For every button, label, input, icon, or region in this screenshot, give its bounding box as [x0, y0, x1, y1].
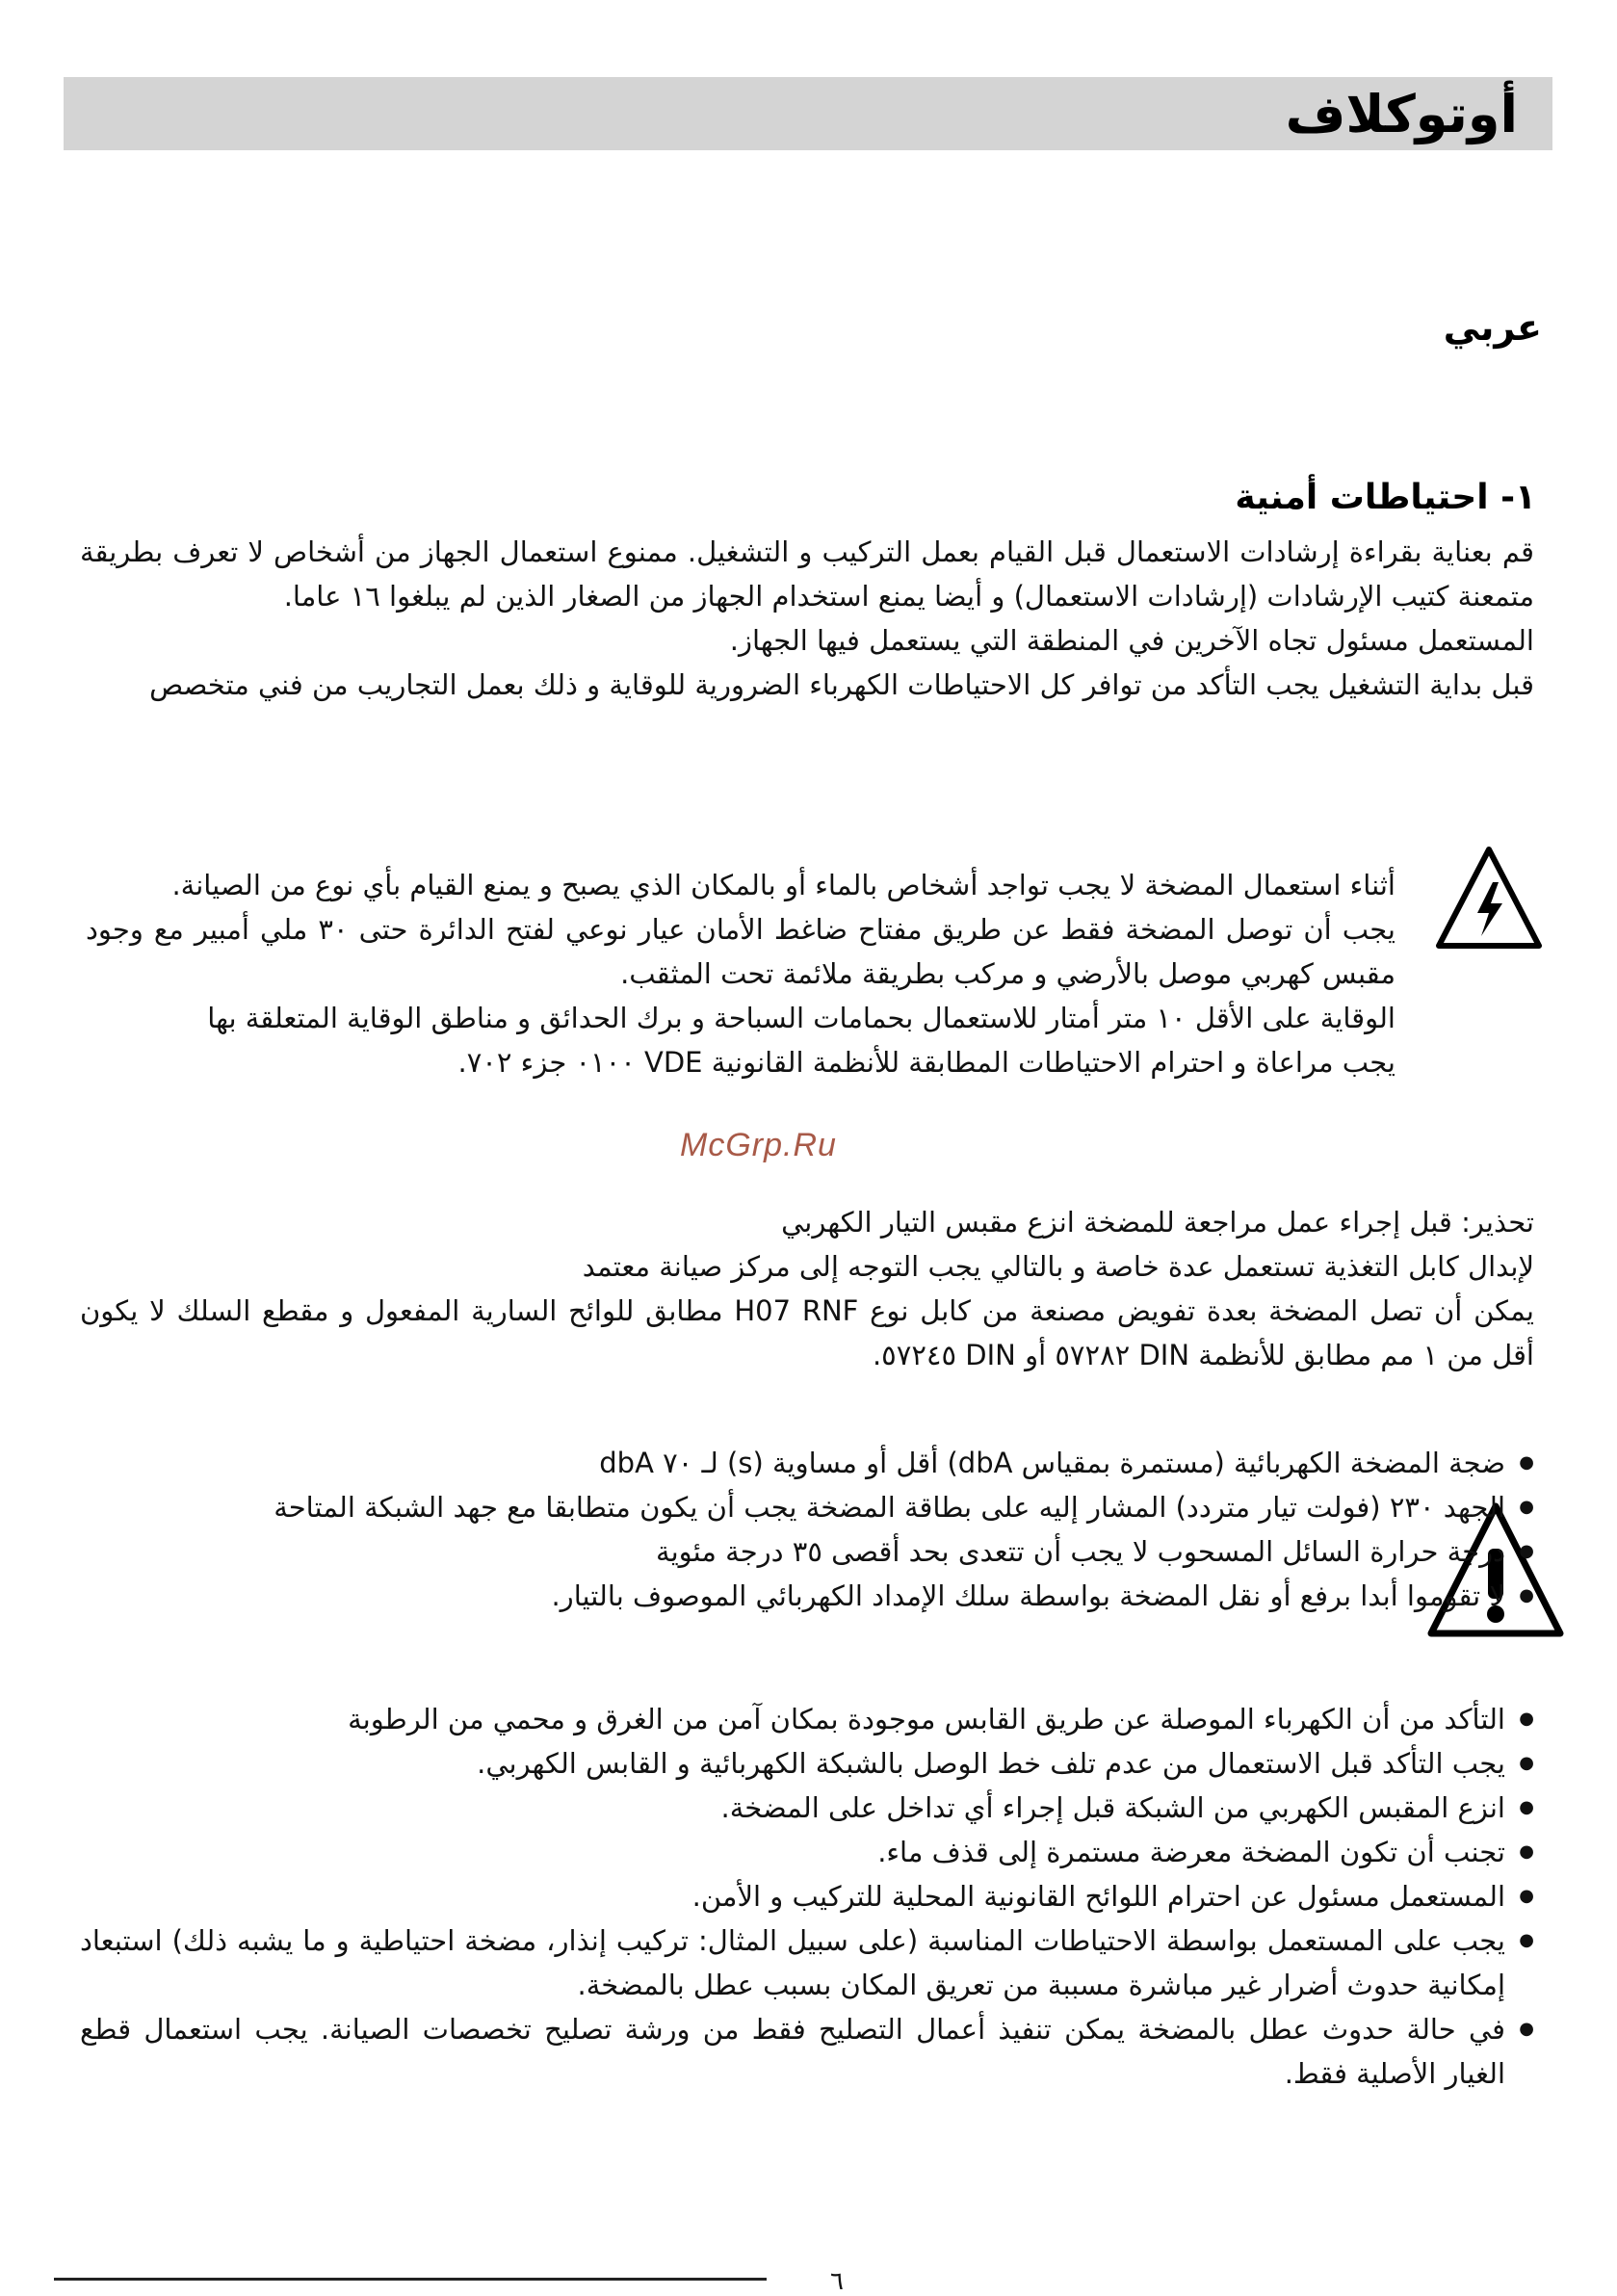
intro-block — [80, 530, 1534, 707]
warning-paragraph: يجب أن توصل المضخة فقط عن طريق مفتاح ضاغط الأمان عيار نوعي لفتح الدائرة حتى ٣٠ ملي أمبير مع وجود مقبس كهربي موصل بالأرضي و مركب بطريقة ملائمة تحت المثقب. — [86, 913, 1395, 990]
electrical-hazard-icon — [1433, 844, 1545, 952]
spec-item: ● لا تقوموا أبدا برفع أو نقل المضخة بواسطة سلك الإمداد الكهربائي الموصوف بالتيار. — [224, 1574, 1534, 1618]
safety-item: ● يجب على المستعمل بواسطة الاحتياطات المناسبة (على سبيل المثال: تركيب إنذار، مضخة احتياطية و ما يشبه ذلك) استبعاد إمكانية حدوث أضرار غير مباشرة مسببة من تعريق المكان بسبب عطل بالمضخة. — [80, 1918, 1534, 2007]
page-title: أوتوكلاف — [1285, 83, 1518, 144]
warning-paragraph: الوقاية على الأقل ١٠ متر أمتار للاستعمال بحمامات السباحة و برك الحدائق و مناطق الوقاية المتعلقة بها — [207, 1002, 1395, 1034]
spec-block — [224, 1441, 1534, 1618]
watermark: McGrp.Ru — [680, 1127, 837, 1163]
language-label: عربي — [1443, 306, 1542, 349]
warning-block — [86, 863, 1395, 1084]
section-title: ١- احتياطات أمنية — [1235, 478, 1536, 517]
title-bar — [64, 77, 1552, 150]
warning-paragraph: أثناء استعمال المضخة لا يجب تواجد أشخاص بالماء أو بالمكان الذي يصبح و يمنع القيام بأي نوع من الصيانة. — [171, 869, 1395, 901]
safety-item: ● في حالة حدوث عطل بالمضخة يمكن تنفيذ أعمال التصليح فقط من ورشة تصليح تخصصات الصيانة. يجب استعمال قطع الغيار الأصلية فقط. — [80, 2007, 1534, 2096]
page-number: ٦ — [830, 2267, 844, 2296]
spec-item: ● ضجة المضخة الكهربائية (مستمرة بمقياس dbA) أقل أو مساوية (s) لـ ٧٠ dbA — [224, 1441, 1534, 1485]
safety-item: ● يجب التأكد قبل الاستعمال من عدم تلف خط الوصل بالشبكة الكهربائية و القابس الكهربي. — [80, 1741, 1534, 1786]
intro-paragraph: قبل بداية التشغيل يجب التأكد من توافر كل الاحتياطات الكهرباء الضرورية للوقاية و ذلك بعمل التجاريب من فني متخصص — [149, 668, 1534, 701]
safety-item: ● التأكد من أن الكهرباء الموصلة عن طريق القابس موجودة بمكان آمن من الغرق و محمي من الرطوبة — [80, 1697, 1534, 1741]
spec-item: ● الجهد ٢٣٠ (فولت تيار متردد) المشار إليه على بطاقة المضخة يجب أن يكون متطابقا مع جهد الشبكة المتاحة — [224, 1485, 1534, 1529]
caution-paragraph: لإبدال كابل التغذية تستعمل عدة خاصة و بالتالي يجب التوجه إلى مركز صيانة معتمد — [582, 1250, 1534, 1283]
warning-paragraph: يجب مراعاة و احترام الاحتياطات المطابقة للأنظمة القانونية VDE ٠١٠٠ جزء ٧٠٢. — [457, 1046, 1395, 1079]
footer-rule — [54, 2278, 767, 2281]
safety-item: ● تجنب أن تكون المضخة معرضة مستمرة إلى قذف ماء. — [80, 1830, 1534, 1874]
intro-paragraph: قم بعناية بقراءة إرشادات الاستعمال قبل القيام بعمل التركيب و التشغيل. ممنوع استعمال الجهاز من أشخاص لا تعرف بطريقة متمعنة كتيب الإرشادات (إرشادات الاستعمال) و أيضا يمنع استخدام الجهاز من الصغار الذين لم يبلغوا ١٦ عاما. — [80, 535, 1534, 613]
caution-block — [80, 1200, 1534, 1377]
general-safety-block — [80, 1697, 1534, 2096]
safety-item: ● انزع المقبس الكهربي من الشبكة قبل إجراء أي تداخل على المضخة. — [80, 1786, 1534, 1830]
caution-paragraph: يمكن أن تصل المضخة بعدة تفويض مصنعة من كابل نوع H07 RNF مطابق للوائح السارية المفعول و مقطع السلك لا يكون أقل من ١ مم مطابق للأنظمة DIN ٥٧٢٨٢ أو DIN ٥٧٢٤٥. — [80, 1294, 1535, 1371]
spec-item: ● درجة حرارة السائل المسحوب لا يجب أن تتعدى بحد أقصى ٣٥ درجة مئوية — [224, 1529, 1534, 1574]
caution-paragraph: تحذير: قبل إجراء عمل مراجعة للمضخة انزع مقبس التيار الكهربي — [781, 1206, 1534, 1239]
intro-paragraph: المستعمل مسئول تجاه الآخرين في المنطقة التي يستعمل فيها الجهاز. — [729, 624, 1534, 657]
safety-item: ● المستعمل مسئول عن احترام اللوائح القانونية المحلية للتركيب و الأمن. — [80, 1874, 1534, 1918]
